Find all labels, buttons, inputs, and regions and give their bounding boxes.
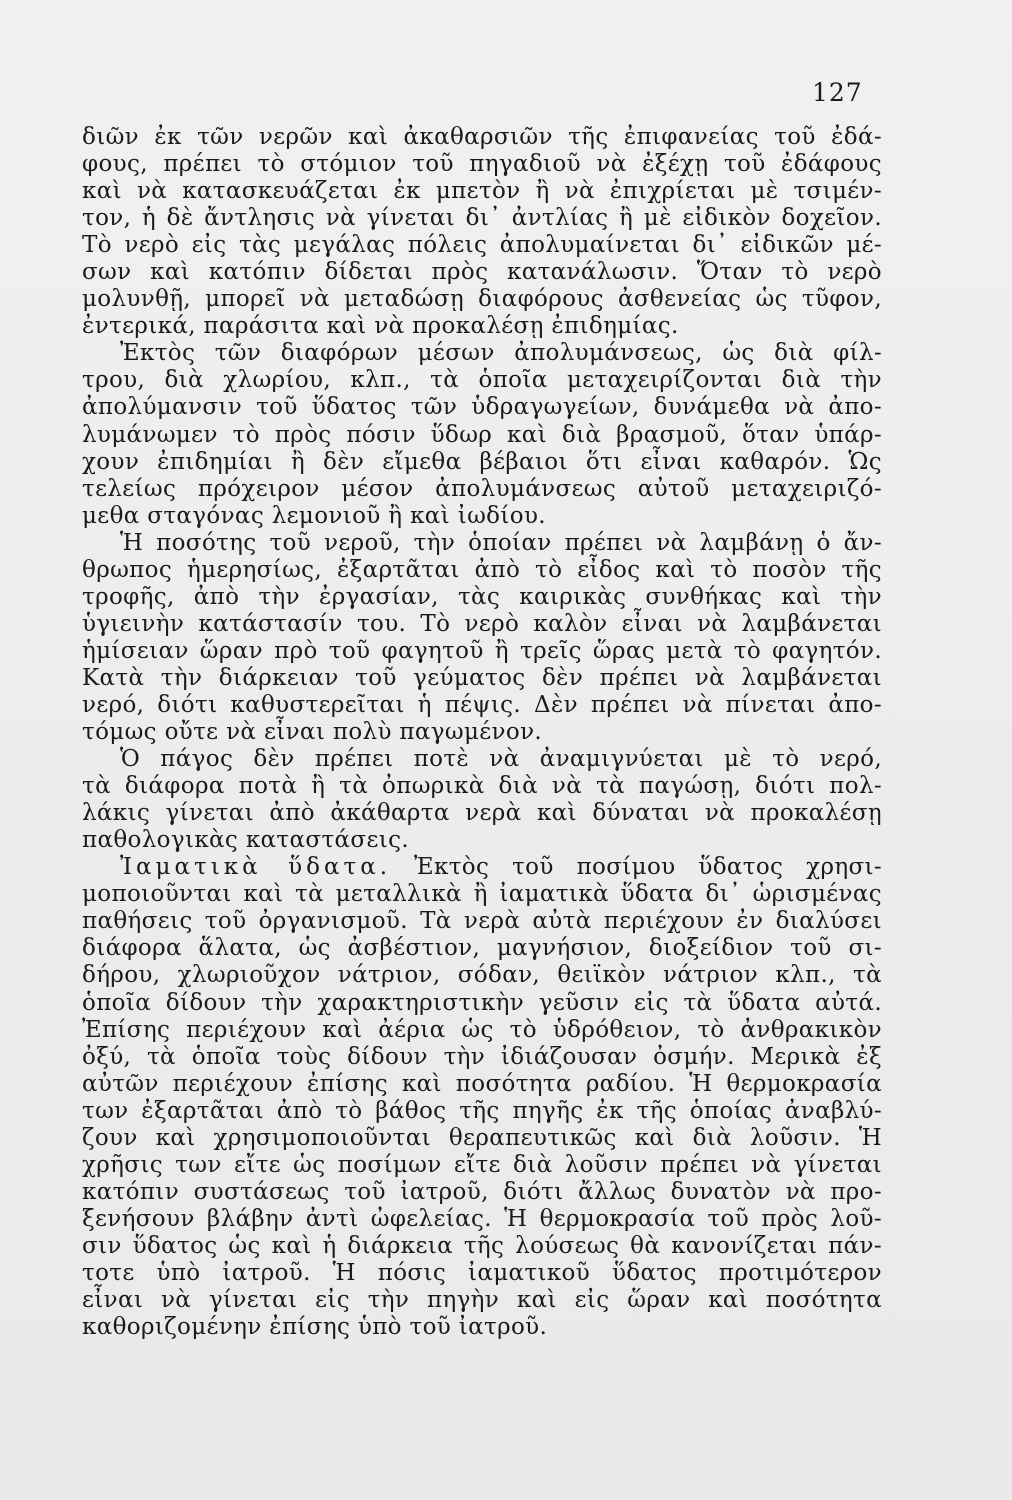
text-line: τρου, διὰ χλωρίου, κλπ., τὰ ὁποῖα μεταχειρίζονται διὰ τὴν (82, 367, 882, 394)
body-text (82, 124, 882, 1341)
text-line: παθήσεις τοῦ ὀργανισμοῦ. Τὰ νερὰ αὐτὰ περιέχουν ἐν διαλύσει (82, 908, 882, 935)
paragraph (82, 746, 882, 854)
text-line: καὶ νὰ κατασκευάζεται ἐκ μπετὸν ἢ νὰ ἐπιχρίεται μὲ τσιμέν- (82, 178, 882, 205)
paragraph (82, 854, 882, 1341)
heading-line-rest: Ἐκτὸς τοῦ ποσίμου ὕδατος χρησι- (391, 854, 882, 881)
text-line: νερό, διότι καθυστερεῖται ἡ πέψις. Δὲν πρέπει νὰ πίνεται ἀπο- (82, 691, 882, 718)
text-line: τελείως πρόχειρον μέσον ἀπολυμάνσεως αὐτοῦ μεταχειριζό- (82, 475, 882, 502)
text-line: Κατὰ τὴν διάρκειαν τοῦ γεύματος δὲν πρέπει νὰ λαμβάνεται (82, 664, 882, 691)
text-line: ὁποῖα δίδουν τὴν χαρακτηριστικὴν γεῦσιν εἰς τὰ ὕδατα αὐτά. (82, 989, 882, 1016)
text-line: μοποιοῦνται καὶ τὰ μεταλλικὰ ἢ ἰαματικὰ ὕδατα δι᾽ ὡρισμένας (82, 881, 882, 908)
text-line: Τὸ νερὸ εἰς τὰς μεγάλας πόλεις ἀπολυμαίνεται δι᾽ εἰδικῶν μέ- (82, 232, 882, 259)
text-line: σιν ὕδατος ὡς καὶ ἡ διάρκεια τῆς λούσεως θὰ κανονίζεται πάν- (82, 1232, 882, 1259)
text-line: δήρου, χλωριοῦχον νάτριον, σόδαν, θειϊκὸν νάτριον κλπ., τὰ (82, 962, 882, 989)
text-line: καθοριζομένην ἐπίσης ὑπὸ τοῦ ἰατροῦ. (82, 1314, 548, 1341)
text-line: ζουν καὶ χρησιμοποιοῦνται θεραπευτικῶς καὶ διὰ λοῦσιν. Ἡ (82, 1124, 882, 1151)
text-line: κατόπιν συστάσεως τοῦ ἰατροῦ, διότι ἄλλως δυνατὸν νὰ προ- (82, 1178, 882, 1205)
page-number: 127 (812, 78, 863, 107)
section-heading: Ἰαματικὰ ὕδατα. (120, 854, 392, 881)
text-line (82, 854, 882, 881)
text-line: μεθα σταγόνας λεμονιοῦ ἢ καὶ ἰωδίου. (82, 502, 546, 529)
text-line: θρωπος ἡμερησίως, ἐξαρτᾶται ἀπὸ τὸ εἶδος καὶ τὸ ποσὸν τῆς (82, 556, 882, 583)
text-line: διῶν ἐκ τῶν νερῶν καὶ ἀκαθαρσιῶν τῆς ἐπιφανείας τοῦ ἐδά- (82, 124, 882, 150)
text-line: Ἐπίσης περιέχουν καὶ ἀέρια ὡς τὸ ὑδρόθειον, τὸ ἀνθρακικὸν (82, 1016, 882, 1043)
text-line: ἡμίσειαν ὥραν πρὸ τοῦ φαγητοῦ ἢ τρεῖς ὥρας μετὰ τὸ φαγητόν. (82, 637, 882, 664)
text-line: λάκις γίνεται ἀπὸ ἀκάθαρτα νερὰ καὶ δύναται νὰ προκαλέσῃ (82, 800, 882, 827)
text-line: παθολογικὰς καταστάσεις. (82, 827, 409, 854)
text-line: των ἐξαρτᾶται ἀπὸ τὸ βάθος τῆς πηγῆς ἐκ τῆς ὁποίας ἀναβλύ- (82, 1097, 882, 1124)
text-line: τον, ἡ δὲ ἄντλησις νὰ γίνεται δι᾽ ἀντλίας ἢ μὲ εἰδικὸν δοχεῖον. (82, 205, 882, 232)
paragraph (82, 340, 882, 529)
text-line: ὑγιεινὴν κατάστασίν του. Τὸ νερὸ καλὸν εἶναι νὰ λαμβάνεται (82, 610, 882, 637)
text-line: ἐντερικά, παράσιτα καὶ νὰ προκαλέσῃ ἐπιδημίας. (82, 313, 679, 340)
text-line: ὀξύ, τὰ ὁποῖα τοὺς δίδουν τὴν ἰδιάζουσαν ὀσμήν. Μερικὰ ἐξ (82, 1043, 882, 1070)
text-line: χρῆσις των εἴτε ὡς ποσίμων εἴτε διὰ λοῦσιν πρέπει νὰ γίνεται (82, 1151, 882, 1178)
text-line: σων καὶ κατόπιν δίδεται πρὸς κατανάλωσιν. Ὅταν τὸ νερὸ (82, 259, 882, 286)
text-line: χουν ἐπιδημίαι ἢ δὲν εἴμεθα βέβαιοι ὅτι εἶναι καθαρόν. Ὡς (82, 448, 882, 475)
text-line: φους, πρέπει τὸ στόμιον τοῦ πηγαδιοῦ νὰ ἐξέχῃ τοῦ ἐδάφους (82, 151, 882, 178)
text-line: λυμάνωμεν τὸ πρὸς πόσιν ὕδωρ καὶ διὰ βρασμοῦ, ὅταν ὑπάρ- (82, 421, 882, 448)
text-line: Ἡ ποσότης τοῦ νεροῦ, τὴν ὁποίαν πρέπει νὰ λαμβάνῃ ὁ ἄν- (120, 529, 882, 556)
text-line: ξενήσουν βλάβην ἀντὶ ὠφελείας. Ἡ θερμοκρασία τοῦ πρὸς λοῦ- (82, 1205, 882, 1232)
text-line: ἀπολύμανσιν τοῦ ὕδατος τῶν ὑδραγωγείων, δυνάμεθα νὰ ἀπο- (82, 394, 882, 421)
text-line: Ὁ πάγος δὲν πρέπει ποτὲ νὰ ἀναμιγνύεται μὲ τὸ νερό, (120, 746, 882, 773)
text-line: τροφῆς, ἀπὸ τὴν ἐργασίαν, τὰς καιρικὰς συνθήκας καὶ τὴν (82, 583, 882, 610)
paragraph (82, 530, 882, 746)
paragraph (82, 124, 882, 340)
text-line: αὐτῶν περιέχουν ἐπίσης καὶ ποσότητα ραδίου. Ἡ θερμοκρασία (82, 1070, 882, 1097)
text-line: τὰ διάφορα ποτὰ ἢ τὰ ὀπωρικὰ διὰ νὰ τὰ παγώσῃ, διότι πολ- (82, 773, 882, 800)
text-line: Ἐκτὸς τῶν διαφόρων μέσων ἀπολυμάνσεως, ὡς διὰ φίλ- (120, 340, 882, 367)
text-line: διάφορα ἅλατα, ὡς ἀσβέστιον, μαγνήσιον, διοξείδιον τοῦ σι- (82, 935, 882, 962)
text-line: εἶναι νὰ γίνεται εἰς τὴν πηγὴν καὶ εἰς ὥραν καὶ ποσότητα (82, 1287, 882, 1314)
text-line: τοτε ὑπὸ ἰατροῦ. Ἡ πόσις ἰαματικοῦ ὕδατος προτιμότερον (82, 1259, 882, 1286)
text-line: μολυνθῇ, μπορεῖ νὰ μεταδώσῃ διαφόρους ἀσθενείας ὡς τῦφον, (82, 286, 882, 313)
text-line: τόμως οὔτε νὰ εἶναι πολὺ παγωμένον. (82, 719, 543, 746)
